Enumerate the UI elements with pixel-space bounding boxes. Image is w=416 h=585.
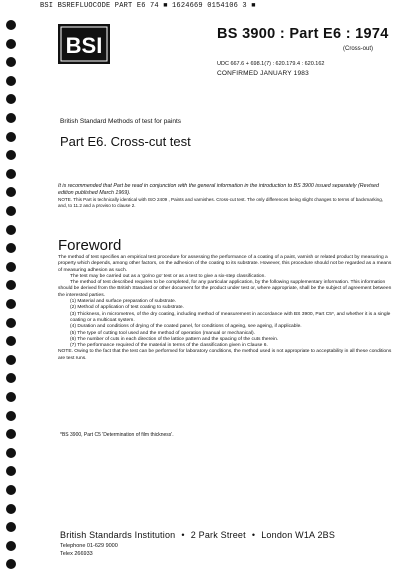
binder-hole bbox=[6, 411, 16, 421]
binder-hole bbox=[6, 150, 16, 160]
fax-header-text: BSI BSREFLUOCODE PART E6 74 ■ 1624669 0154106 3 ■ bbox=[40, 2, 256, 10]
binder-hole bbox=[6, 466, 16, 476]
binder-hole bbox=[6, 113, 16, 123]
telex: Telex 266933 bbox=[60, 551, 93, 557]
binder-hole bbox=[6, 243, 16, 253]
binder-hole bbox=[6, 76, 16, 86]
binder-hole bbox=[6, 318, 16, 328]
series-title: British Standard Methods of test for paints bbox=[60, 118, 182, 125]
foreword-list-item: (4) Duration and conditions of drying of the coated panel, for conditions of ageing, see ageing, if applicable. bbox=[70, 324, 302, 330]
binder-hole bbox=[6, 20, 16, 30]
binder-hole bbox=[6, 39, 16, 49]
binder-hole bbox=[6, 522, 16, 532]
bsi-logo bbox=[58, 24, 110, 64]
publisher-name: British Standards Institution bbox=[60, 530, 176, 540]
publisher-address: 2 Park Street bbox=[190, 530, 246, 540]
telephone: Telephone 01-629 9000 bbox=[60, 543, 118, 549]
confirmed-date: CONFIRMED JANUARY 1983 bbox=[217, 70, 309, 77]
binder-hole bbox=[6, 559, 16, 569]
binder-hole bbox=[6, 169, 16, 179]
foreword-list-item: (7) The performance required of the material in terms of the classification given in Clause 6. bbox=[70, 343, 268, 349]
publisher-line bbox=[60, 530, 335, 540]
binder-hole bbox=[6, 132, 16, 142]
binder-hole bbox=[6, 299, 16, 309]
binder-hole bbox=[6, 373, 16, 383]
foreword-paragraph: The method of test described requires to be completed, for any particular application, by the following supplementary information. This information should be derived from the British Standard or other document for the product under test or, where appropriate, shall be the subject of agreement between the interested parties. bbox=[58, 280, 392, 298]
binder-hole bbox=[6, 280, 16, 290]
foreword-heading: Foreword bbox=[58, 237, 122, 254]
foreword-list-item: (3) Thickness, in micrometres, of the dry coating, including method of measurement in accordance with BS 3900, Part C5*, and whether it is a single coating or a multicoat system. bbox=[70, 311, 391, 323]
binder-hole bbox=[6, 504, 16, 514]
separator-bullet: • bbox=[251, 530, 256, 540]
binder-hole bbox=[6, 57, 16, 67]
technical-note: NOTE. This Part is technically identical with ISO 2409 , Paints and varnishes. Cross-cut test. The only differences being slight changes to terms of backmarking, and, to 11.2 and a proviso to clause 2. bbox=[58, 197, 384, 208]
binder-hole bbox=[6, 355, 16, 365]
foreword-paragraph: The test may be carried out as a 'go/no go' test or as a test to give a six-step classification. bbox=[70, 273, 266, 279]
binder-hole bbox=[6, 336, 16, 346]
binder-hole bbox=[6, 94, 16, 104]
bsi-logo-text: BSI bbox=[65, 33, 103, 58]
foreword-list-item: (1) Material and surface preparation of substrate. bbox=[70, 299, 177, 305]
foreword-list-item: (6) The number of cuts in each direction of the lattice pattern and the spacing of the cuts therein. bbox=[70, 336, 279, 342]
foreword-closing-note: NOTE. Owing to the fact that the test can be performed for laboratory conditions, the method used is not appropriate to acceptability in all these conditions are test runs. bbox=[58, 349, 392, 361]
binder-hole bbox=[6, 206, 16, 216]
binder-hole bbox=[6, 187, 16, 197]
foreword-paragraph: The method of test specifies an empirical test procedure for assessing the performance of a coating of a paint, varnish or related product by measuring a property which depends, among other factors, on the adhesion of the coating to its substrate. However, this procedure should not be regarded as a means of measuring adhesion as such. bbox=[58, 255, 392, 273]
udc-code: UDC 667.6 + 698.1(7) : 620.179.4 : 620.162 bbox=[217, 61, 325, 67]
binder-hole bbox=[6, 429, 16, 439]
publisher-city: London W1A 2BS bbox=[261, 530, 336, 540]
standard-number: BS 3900 : Part E6 : 1974 bbox=[217, 26, 389, 42]
binder-hole bbox=[6, 541, 16, 551]
binder-hole bbox=[6, 225, 16, 235]
reissue-label: (Cross-out) bbox=[343, 46, 374, 52]
binder-hole bbox=[6, 485, 16, 495]
part-title: Part E6. Cross-cut test bbox=[60, 134, 191, 149]
foreword-list-item: (5) The type of cutting tool used and the method of operation (manual or mechanical). bbox=[70, 330, 256, 336]
binder-hole bbox=[6, 392, 16, 402]
intro-paragraph: It is recommended that Part be read in conjunction with the general information in the introduction to BS 3900 issued separately (Revised edition published March 1969). bbox=[58, 183, 379, 196]
separator-bullet: • bbox=[181, 530, 185, 540]
binder-holes bbox=[6, 20, 20, 580]
binder-hole bbox=[6, 262, 16, 272]
binder-hole bbox=[6, 448, 16, 458]
footnote: *BS 3900, Part C5 'Determination of film thickness'. bbox=[60, 432, 174, 438]
foreword-list-item: (2) Method of application of test coating to substrate. bbox=[70, 305, 184, 311]
foreword-body bbox=[58, 255, 394, 362]
fax-header bbox=[40, 2, 400, 11]
